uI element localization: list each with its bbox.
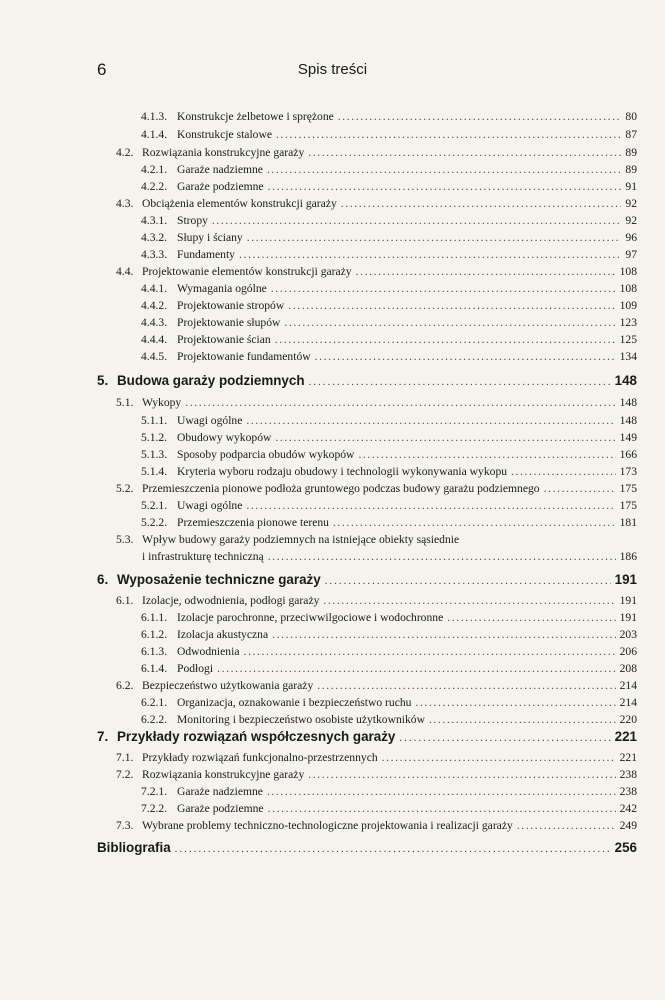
page-title: Spis treści [297,61,368,78]
toc-entry-title: Wykopy [142,396,182,409]
dot-leader [247,230,622,246]
toc-entry-title: Odwodnienia [177,645,240,658]
toc-entry-page: 96 [625,231,637,244]
toc-entry-page: 173 [619,465,637,478]
toc-entry-title: Kryteria wyboru rodzaju obudowy i technologii wykonywania wykopu [177,465,508,478]
toc-entry [141,464,637,480]
dot-leader [341,196,622,212]
toc-entry [116,750,637,766]
toc-entry-page: 214 [619,696,637,709]
dot-leader [511,464,616,480]
toc-entry-number: 5. [97,373,109,388]
toc-entry-page: 149 [619,431,637,444]
dot-leader [338,109,622,125]
toc-entry [141,498,637,514]
toc-entry-number: 7.2.2. [141,802,168,815]
toc-entry-page: 125 [619,333,637,346]
toc-entry [141,349,637,365]
toc-entry-page: 87 [625,128,637,141]
dot-leader [268,801,616,817]
dot-leader [544,481,616,497]
dot-leader [284,315,615,331]
dot-leader [325,572,611,591]
toc-entry-page: 214 [619,679,637,692]
toc-entry [141,644,637,660]
toc-entry-title: Przykłady rozwiązań współczesnych garaży [117,729,396,744]
toc-entry [116,481,637,497]
toc-entry-title: Projektowanie fundamentów [177,350,311,363]
dot-leader [315,349,616,365]
toc-entry-number: 4.4.5. [141,350,168,363]
toc-entry [141,315,637,331]
toc-entry-number: 6.1. [116,594,134,607]
toc-entry-title: Obciążenia elementów konstrukcji garaży [142,197,337,210]
toc-entry-number: 5.2. [116,482,134,495]
toc-entry-number: 5.1.2. [141,431,168,444]
dot-leader [429,712,616,728]
toc-entry [116,549,637,565]
toc-entry-number: 4.3.1. [141,214,168,227]
toc-entry-number: 4.1.4. [141,128,168,141]
toc-entry-number: 4.1.3. [141,110,168,123]
toc-entry-number: 5.1.3. [141,448,168,461]
toc-entry [141,430,637,446]
dot-leader [308,767,615,783]
toc-entry [141,230,637,246]
toc-entry-title: Wpływ budowy garaży podziemnych na istniejące obiekty sąsiednie [142,533,460,546]
dot-leader [246,413,615,429]
toc-entry-page: 108 [619,282,637,295]
dot-leader [175,840,611,859]
toc-entry-number: 4.3. [116,197,134,210]
toc-entry-page: 191 [619,611,637,624]
dot-leader [239,247,621,263]
toc-chapter [97,371,637,390]
dot-leader [415,695,615,711]
dot-leader [243,644,615,660]
toc-entry [116,145,637,161]
toc-entry [141,281,637,297]
toc-entry-title: Uwagi ogólne [177,499,243,512]
dot-leader [276,127,621,143]
toc-entry [141,515,637,531]
dot-leader [268,179,622,195]
toc-entry-title: Izolacje, odwodnienia, podłogi garaży [142,594,320,607]
toc-entry-title: Wymagania ogólne [177,282,267,295]
toc-entry-page: 108 [619,265,637,278]
toc-entry [141,695,637,711]
toc-entry-page: 109 [619,299,637,312]
toc-entry-number: 4.4.4. [141,333,168,346]
toc-entry-title: Przykłady rozwiązań funkcjonalno-przestrzennych [142,751,378,764]
toc-entry-number: 7.3. [116,819,134,832]
toc-entry [141,712,637,728]
toc-entry-title: Słupy i ściany [177,231,243,244]
toc-entry-first-line [116,532,459,548]
toc-entry-page: 238 [619,768,637,781]
dot-leader [271,281,616,297]
dot-leader [275,430,615,446]
toc-entry-number: 6.2. [116,679,134,692]
toc-entry [141,801,637,817]
dot-leader [267,162,621,178]
toc-entry [141,179,637,195]
toc-entry-page: 191 [619,594,637,607]
toc-entry [116,678,637,694]
toc-entry-page: 238 [619,785,637,798]
dot-leader [317,678,615,694]
toc-entry-title: Obudowy wykopów [177,431,272,444]
dot-leader [267,784,616,800]
toc-entry-number: 5.2.1. [141,499,168,512]
toc-entry-title: Izolacja akustyczna [177,628,269,641]
toc-entry-page: 148 [619,396,637,409]
toc-entry [141,162,637,178]
toc-entry-number: 5.1.4. [141,465,168,478]
dot-leader [246,498,615,514]
toc-entry [141,247,637,263]
toc-entry [116,593,637,609]
dot-leader [447,610,615,626]
toc-entry-number: 7.1. [116,751,134,764]
toc-entry-title: Projektowanie ścian [177,333,271,346]
toc-chapter [97,727,637,746]
toc-entry-title: Projektowanie słupów [177,316,281,329]
toc-entry-page: 186 [619,550,637,563]
toc-entry-number: 6. [97,572,109,587]
toc-entry [141,610,637,626]
toc-entry-number: 6.1.1. [141,611,168,624]
toc-entry-number: 4.4.2. [141,299,168,312]
toc-entry [141,447,637,463]
toc-entry-page: 208 [619,662,637,675]
toc-entry-page: 181 [619,516,637,529]
dot-leader [308,145,621,161]
toc-entry-page: 148 [619,414,637,427]
toc-entry-page: 123 [619,316,637,329]
toc-entry-number: 4.2.2. [141,180,168,193]
toc-entry-number: 6.2.1. [141,696,168,709]
toc-entry-title: Rozwiązania konstrukcyjne garaży [142,768,305,781]
toc-entry-page: 221 [614,729,637,744]
toc-entry-title: Izolacje parochronne, przeciwwilgociowe i wodochronne [177,611,444,624]
toc-entry-title: Sposoby podparcia obudów wykopów [177,448,355,461]
toc-entry [116,264,637,280]
toc-entry-number: 7.2.1. [141,785,168,798]
toc-entry-page: 256 [614,840,637,855]
toc-entry-title: Konstrukcje żelbetowe i sprężone [177,110,334,123]
page-number: 6 [97,60,107,79]
toc-entry-page: 89 [625,163,637,176]
toc-entry-page: 166 [619,448,637,461]
toc-entry-number: 6.1.3. [141,645,168,658]
toc-entry-number: 4.2. [116,146,134,159]
dot-leader [217,661,616,677]
toc-entry-title: Konstrukcje stalowe [177,128,272,141]
toc-entry-title: Rozwiązania konstrukcyjne garaży [142,146,305,159]
toc-entry-title: Bezpieczeństwo użytkowania garaży [142,679,314,692]
dot-leader [272,627,616,643]
toc-entry-number: 4.3.2. [141,231,168,244]
toc-entry-number: 5.3. [116,533,134,546]
dot-leader [399,729,610,748]
toc-entry-page: 221 [619,751,637,764]
toc-entry-title: Stropy [177,214,208,227]
toc-entry-title: i infrastrukturę techniczną [142,550,264,563]
toc-entry-title: Fundamenty [177,248,235,261]
toc-entry-number: 5.1. [116,396,134,409]
toc-entry-title: Przemieszczenia pionowe podłoża gruntowego podczas budowy garażu podziemnego [142,482,540,495]
toc-entry [141,784,637,800]
toc-entry-number: 7. [97,729,109,744]
toc-entry-number: 6.1.4. [141,662,168,675]
toc-entry-title: Budowa garaży podziemnych [117,373,305,388]
dot-leader [288,298,615,314]
toc-entry [141,213,637,229]
toc-entry [116,196,637,212]
toc-entry [141,332,637,348]
toc-entry-title: Bibliografia [97,840,171,855]
toc-entry-number: 4.4. [116,265,134,278]
toc-entry-number: 5.1.1. [141,414,168,427]
toc-entry [141,661,637,677]
toc-entry-page: 148 [614,373,637,388]
toc-entry-page: 91 [625,180,637,193]
toc-entry-number: 6.2.2. [141,713,168,726]
toc-entry-number: 7.2. [116,768,134,781]
toc-entry-title: Podłogi [177,662,214,675]
toc-entry-number: 5.2.2. [141,516,168,529]
toc-entry-title: Wyposażenie techniczne garaży [117,572,321,587]
toc-entry [141,109,637,125]
dot-leader [517,818,616,834]
toc-entry [141,413,637,429]
dot-leader [356,264,616,280]
toc-entry [141,127,637,143]
toc-entry-page: 191 [614,572,637,587]
toc-entry-page: 92 [625,214,637,227]
toc-entry-title: Projektowanie stropów [177,299,285,312]
dot-leader [333,515,616,531]
toc-entry [116,395,637,411]
toc-entry-number: 6.1.2. [141,628,168,641]
toc-entry-page: 249 [619,819,637,832]
toc-chapter [97,570,637,589]
toc-entry-title: Garaże nadziemne [177,785,263,798]
toc-entry-page: 97 [625,248,637,261]
dot-leader [382,750,616,766]
toc-entry-page: 206 [619,645,637,658]
toc-entry [141,298,637,314]
toc-entry-number: 4.3.3. [141,248,168,261]
toc-entry-title: Projektowanie elementów konstrukcji garaży [142,265,352,278]
toc-entry-page: 92 [625,197,637,210]
toc-entry-page: 89 [625,146,637,159]
dot-leader [358,447,615,463]
toc-entry-title: Uwagi ogólne [177,414,243,427]
toc-entry-page: 80 [625,110,637,123]
toc-entry-number: 4.4.3. [141,316,168,329]
toc-entry [116,767,637,783]
dot-leader [275,332,616,348]
toc-entry [141,627,637,643]
toc-entry-title: Garaże podziemne [177,180,264,193]
toc-entry-title: Organizacja, oznakowanie i bezpieczeństwo ruchu [177,696,412,709]
toc-entry-page: 175 [619,499,637,512]
dot-leader [268,549,616,565]
dot-leader [212,213,621,229]
toc-entry-title: Wybrane problemy techniczno-technologiczne projektowania i realizacji garaży [142,819,513,832]
toc-entry-number: 4.4.1. [141,282,168,295]
toc-entry-page: 203 [619,628,637,641]
dot-leader [185,395,615,411]
dot-leader [323,593,615,609]
toc-entry-title: Garaże podziemne [177,802,264,815]
toc-entry-title: Garaże nadziemne [177,163,263,176]
toc-entry-page: 134 [619,350,637,363]
toc-entry-title: Monitoring i bezpieczeństwo osobiste użytkowników [177,713,425,726]
toc-entry-page: 175 [619,482,637,495]
toc-entry-page: 242 [619,802,637,815]
toc-entry-number: 4.2.1. [141,163,168,176]
dot-leader [309,373,611,392]
toc-entry-title: Przemieszczenia pionowe terenu [177,516,329,529]
toc-chapter [97,838,637,857]
toc-entry-page: 220 [619,713,637,726]
toc-entry [116,818,637,834]
